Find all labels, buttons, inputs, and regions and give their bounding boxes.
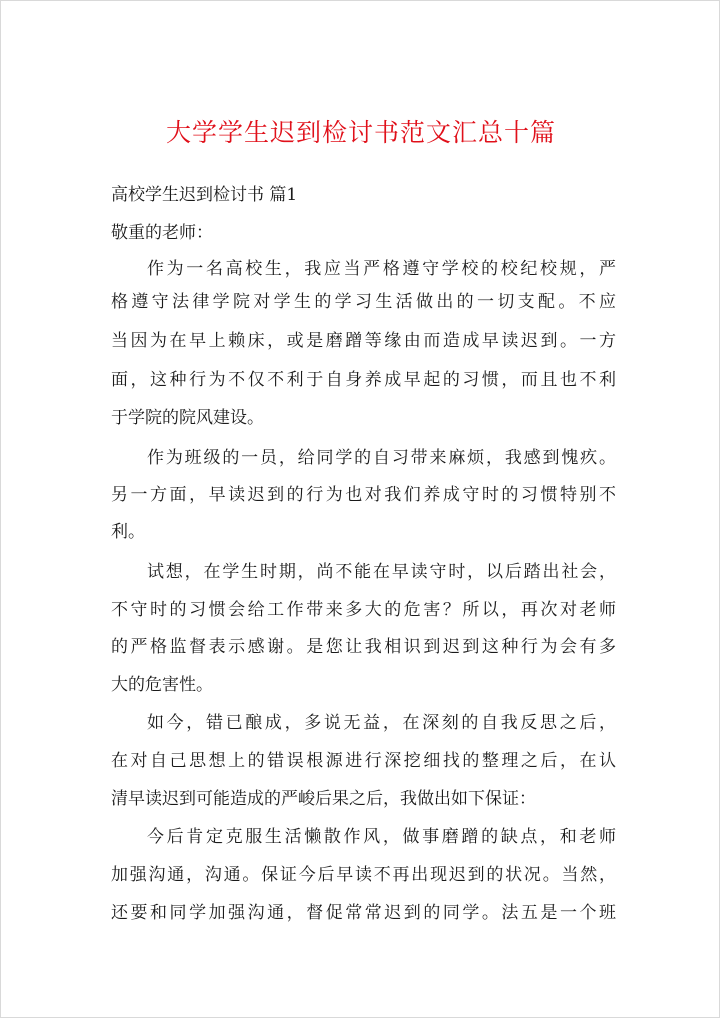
paragraph-line: 大的危害性。 [111,675,213,695]
paragraph-line: 不守时的习惯会给工作带来多大的危害？所以，再次对老师 [111,600,616,620]
paragraph-line: 作为一名高校生，我应当严格遵守学校的校纪校规，严 [147,259,616,279]
paragraph-line: 还要和同学加强沟通，督促常常迟到的同学。法五是一个班 [111,903,616,923]
paragraph-line: 如今，错已酿成，多说无益，在深刻的自我反思之后， [147,713,616,733]
paragraph-line: 加强沟通，沟通。保证今后早读不再出现迟到的状况。当然， [111,865,616,885]
paragraph-line: 于学院的院风建设。 [111,408,264,428]
paragraph-line: 面，这种行为不仅不利于自身养成早起的习惯，而且也不利 [111,370,616,390]
paragraph-line: 另一方面，早读迟到的行为也对我们养成守时的习惯特别不 [111,485,616,505]
paragraph-line: 今后肯定克服生活懒散作风，做事磨蹭的缺点，和老师 [147,827,616,847]
paragraph-line: 试想，在学生时期，尚不能在早读守时，以后踏出社会， [147,562,616,582]
paragraph-line: 清早读迟到可能造成的严峻后果之后，我做出如下保证： [111,789,536,809]
paragraph-line: 当因为在早上赖床，或是磨蹭等缘由而造成早读迟到。一方 [111,331,616,351]
paragraph-line: 作为班级的一员，给同学的自习带来麻烦，我感到愧疚。 [147,448,616,468]
paragraph-line: 格遵守法律学院对学生的学习生活做出的一切支配。不应 [111,292,616,312]
paragraph-line: 利。 [111,522,145,542]
document-title: 大学学生迟到检讨书范文汇总十篇 [165,118,556,147]
salutation: 敬重的老师： [111,223,213,243]
paragraph-line: 的严格监督表示感谢。是您让我相识到迟到这种行为会有多 [111,637,616,657]
section-heading: 高校学生迟到检讨书 篇1 [111,185,298,205]
paragraph-line: 在对自己思想上的错误根源进行深挖细找的整理之后，在认 [111,751,616,771]
